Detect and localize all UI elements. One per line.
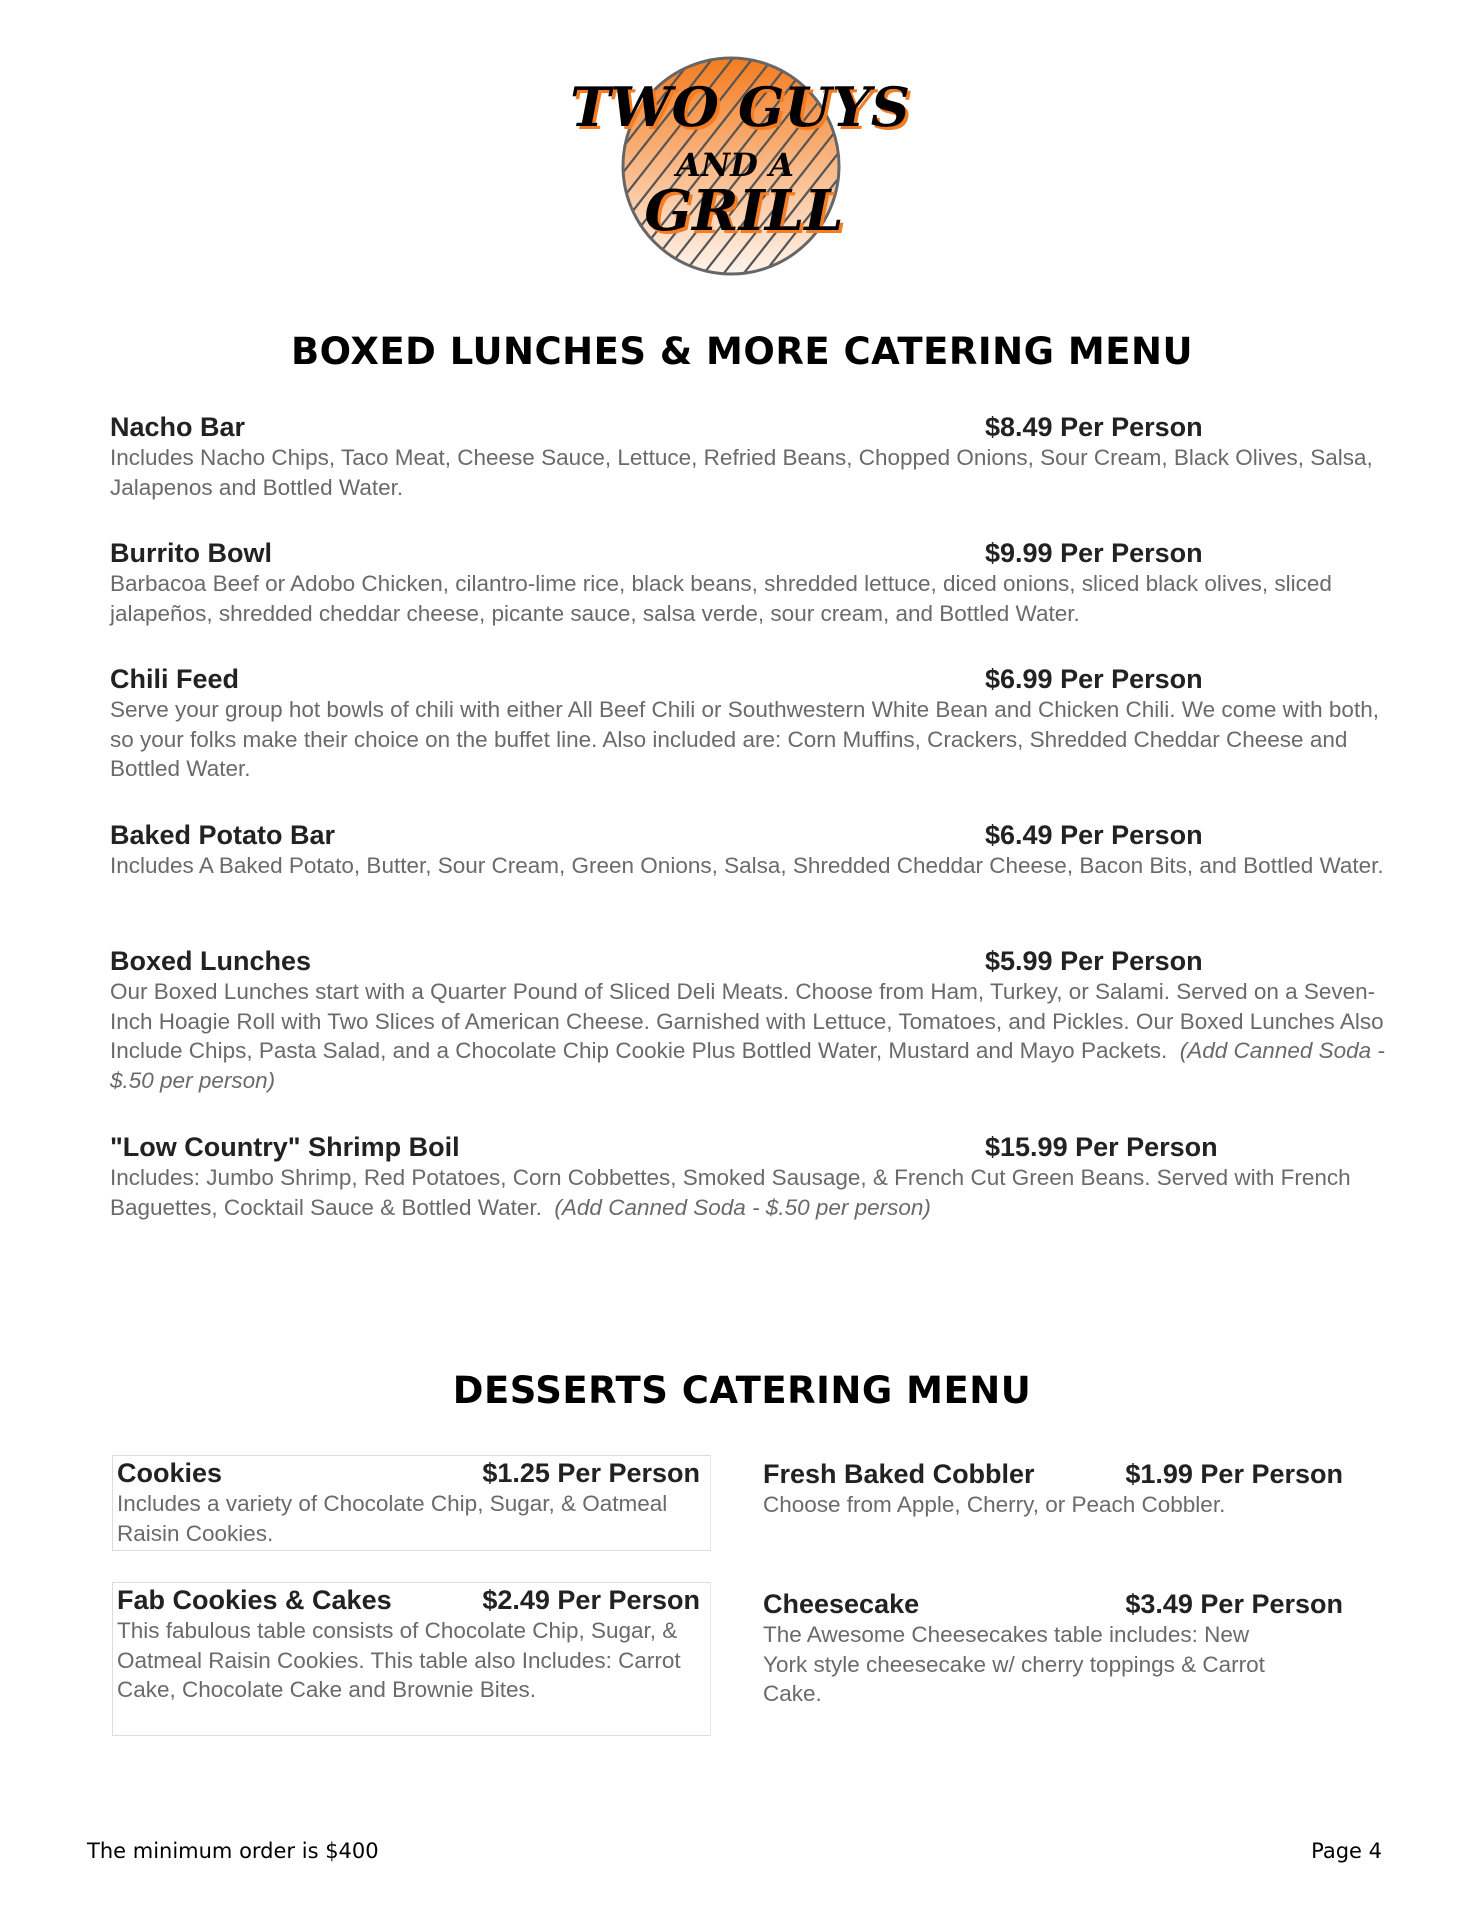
item-name: Fab Cookies & Cakes (117, 1585, 392, 1615)
item-price: $8.49 Per Person (985, 412, 1203, 442)
item-price: $3.49 Per Person (1125, 1589, 1343, 1619)
logo-line1: TWO GUYS (570, 75, 910, 139)
item-desc: Our Boxed Lunches start with a Quarter Pound of Sliced Deli Meats. Choose from Ham, Turkey, or Salami. Served on a Seven-Inch Hoagie Roll with Two Slices of American Cheese. Garnished with Lettuce, Tomatoes, and Pickles. Our Boxed Lunches Also Include Chips, Pasta Salad, and a Chocolate Chip Cookie Plus Bottled Water, Mustard and Mayo Packets. (Add Canned Soda - $.50 per person) (110, 979, 1385, 1093)
menu-item (110, 820, 1390, 881)
item-note: (Add Canned Soda - $.50 per person) (554, 1194, 931, 1220)
desserts-section-title: DESSERTS CATERING MENU (452, 1369, 1032, 1412)
item-desc: Serve your group hot bowls of chili with either All Beef Chili or Southwestern White Bean and Chicken Chili. We come with both, so your folks make their choice on the buffet line. Also included are: Corn Muffins, Crackers, Shredded Cheddar Cheese and Bottled Water. (110, 697, 1379, 781)
item-name: Cookies (117, 1458, 223, 1488)
item-name: Boxed Lunches (110, 946, 312, 976)
item-name: Chili Feed (110, 664, 240, 694)
item-price: $6.49 Per Person (985, 820, 1203, 850)
logo-line3: GRILL (644, 178, 844, 244)
item-price: $1.99 Per Person (1125, 1459, 1343, 1489)
item-price: $15.99 Per Person (985, 1132, 1218, 1162)
item-name: Baked Potato Bar (110, 820, 336, 850)
dessert-item (112, 1582, 711, 1736)
item-name: "Low Country" Shrimp Boil (110, 1132, 460, 1162)
dessert-item (759, 1457, 1359, 1522)
item-note: (Add Canned Soda - $.50 per person) (110, 1038, 1385, 1093)
item-name: Cheesecake (763, 1589, 920, 1619)
menu-item (110, 538, 1390, 628)
menu-item (110, 664, 1390, 784)
logo-line2: AND A (676, 146, 794, 184)
page-number: Page 4 (1311, 1839, 1382, 1863)
item-price: $2.49 Per Person (482, 1585, 700, 1615)
menu-item (110, 412, 1390, 502)
item-desc: Includes Nacho Chips, Taco Meat, Cheese Sauce, Lettuce, Refried Beans, Chopped Onions, Sour Cream, Black Olives, Salsa, Jalapenos and Bottled Water. (110, 445, 1373, 500)
item-desc: This fabulous table consists of Chocolate Chip, Sugar, & Oatmeal Raisin Cookies. This table also Includes: Carrot Cake, Chocolate Cake and Brownie Bites. (117, 1618, 681, 1702)
item-price: $9.99 Per Person (985, 538, 1203, 568)
item-name: Fresh Baked Cobbler (763, 1459, 1035, 1489)
dessert-item (759, 1587, 1359, 1711)
item-name: Nacho Bar (110, 412, 246, 442)
item-desc: Barbacoa Beef or Adobo Chicken, cilantro-lime rice, black beans, shredded lettuce, diced onions, sliced black olives, sliced jalapeños, shredded cheddar cheese, picante sauce, salsa verde, sour cream, and Bottled Water. (110, 571, 1332, 626)
logo (555, 50, 925, 285)
item-name: Burrito Bowl (110, 538, 272, 568)
item-desc: Includes: Jumbo Shrimp, Red Potatoes, Corn Cobbettes, Smoked Sausage, & French Cut Green Beans. Served with French Baguettes, Cocktail Sauce & Bottled Water. (Add Canned Soda - $.50 per person) (110, 1165, 1351, 1220)
item-desc: Includes A Baked Potato, Butter, Sour Cream, Green Onions, Salsa, Shredded Cheddar Cheese, Bacon Bits, and Bottled Water. (110, 853, 1384, 878)
boxed-section-title: BOXED LUNCHES & MORE CATERING MENU (290, 330, 1193, 373)
minimum-order-note: The minimum order is $400 (87, 1839, 379, 1863)
item-desc: The Awesome Cheesecakes table includes: New York style cheesecake w/ cherry toppings & Carrot Cake. (763, 1622, 1265, 1706)
menu-item (110, 946, 1390, 1095)
menu-item (110, 1132, 1390, 1222)
item-price: $1.25 Per Person (482, 1458, 700, 1488)
item-price: $6.99 Per Person (985, 664, 1203, 694)
dessert-item (112, 1455, 711, 1551)
item-desc: Choose from Apple, Cherry, or Peach Cobbler. (763, 1492, 1226, 1517)
item-price: $5.99 Per Person (985, 946, 1203, 976)
item-desc: Includes a variety of Chocolate Chip, Sugar, & Oatmeal Raisin Cookies. (117, 1491, 668, 1546)
